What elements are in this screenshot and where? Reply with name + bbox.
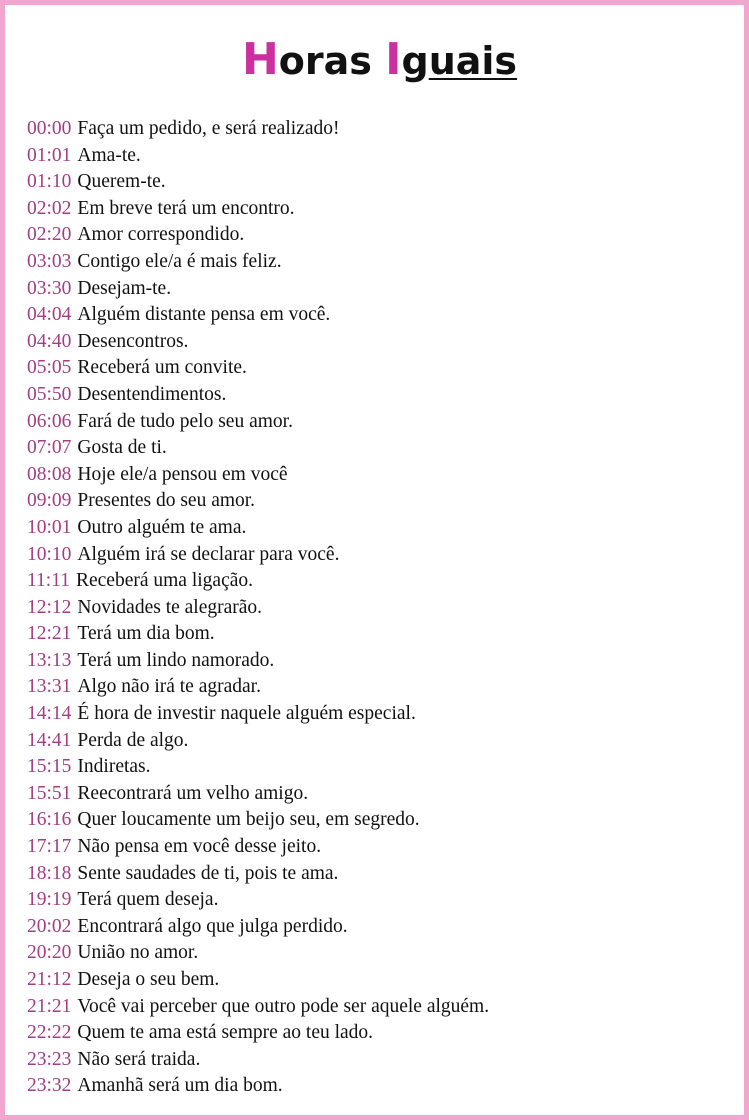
- list-item: [27, 222, 737, 249]
- entry-meaning: Perda de algo.: [77, 729, 189, 751]
- list-item: [27, 781, 737, 808]
- entry-time: 12:12: [27, 596, 72, 618]
- list-item: [27, 914, 737, 941]
- list-item: [27, 754, 737, 781]
- entry-meaning: Terá um dia bom.: [77, 623, 215, 645]
- list-item: [27, 807, 737, 834]
- entry-meaning: Alguém distante pensa em você.: [77, 304, 331, 326]
- entry-time: 20:02: [27, 915, 72, 937]
- entry-time: 09:09: [27, 490, 72, 512]
- entry-time: 18:18: [27, 862, 72, 884]
- entry-time: 02:02: [27, 197, 72, 219]
- entry-time: 14:14: [27, 703, 72, 725]
- entry-meaning: Desejam-te.: [77, 277, 172, 299]
- list-item: [27, 116, 737, 143]
- list-item: [27, 648, 737, 675]
- entry-meaning: Hoje ele/a pensou em você: [77, 463, 288, 485]
- list-item: [27, 382, 737, 409]
- entry-meaning: Receberá uma ligação.: [75, 570, 254, 592]
- list-item: [27, 861, 737, 888]
- list-item: [27, 1073, 737, 1100]
- list-item: [27, 834, 737, 861]
- list-item: [27, 409, 737, 436]
- entry-time: 05:05: [27, 357, 72, 379]
- entry-time: 17:17: [27, 836, 72, 858]
- entry-time: 10:10: [27, 543, 72, 565]
- entry-meaning: Terá quem deseja.: [77, 889, 219, 911]
- list-item: [27, 701, 737, 728]
- entry-meaning: Fará de tudo pelo seu amor.: [77, 410, 293, 432]
- list-item: [27, 568, 737, 595]
- entry-time: 08:08: [27, 463, 72, 485]
- entry-meaning: Encontrará algo que julga perdido.: [77, 915, 348, 937]
- entry-time: 16:16: [27, 809, 72, 831]
- list-item: [27, 1047, 737, 1074]
- list-item: [27, 488, 737, 515]
- entry-meaning: Amor correspondido.: [77, 224, 245, 246]
- entry-meaning: Alguém irá se declarar para você.: [77, 543, 340, 565]
- entry-meaning: Indiretas.: [77, 756, 151, 778]
- list-item: [27, 462, 737, 489]
- entry-meaning: Deseja o seu bem.: [77, 969, 220, 990]
- list-item: [27, 621, 737, 648]
- entry-time: 07:07: [27, 437, 72, 459]
- entry-meaning: Quer loucamente um beijo seu, em segredo.: [77, 809, 420, 831]
- entry-time: 06:06: [27, 410, 72, 432]
- entry-time: 19:19: [27, 889, 72, 911]
- title-word-iguais-g: g: [401, 39, 429, 83]
- list-item: [27, 355, 737, 382]
- entry-meaning: Sente saudades de ti, pois te ama.: [77, 862, 339, 884]
- title-word-horas-rest: oras: [278, 39, 372, 83]
- entry-time: 04:40: [27, 330, 72, 352]
- title-initial-h: H: [241, 34, 279, 85]
- list-item: [27, 196, 737, 223]
- entry-meaning: Receberá um convite.: [77, 357, 247, 379]
- entry-time: 01:01: [27, 144, 72, 166]
- entry-meaning: Querem-te.: [77, 171, 166, 193]
- list-item: [27, 967, 737, 994]
- entry-time: 04:04: [27, 304, 72, 326]
- entry-time: 21:12: [27, 969, 72, 990]
- entry-meaning: É hora de investir naquele alguém especial.: [77, 703, 416, 725]
- entry-time: 13:13: [27, 649, 72, 671]
- entry-meaning: Contigo ele/a é mais feliz.: [77, 250, 282, 272]
- list-item: [27, 728, 737, 755]
- list-item: [27, 940, 737, 967]
- list-item: [27, 302, 737, 329]
- list-item: [27, 994, 737, 1021]
- entry-meaning: Quem te ama está sempre ao teu lado.: [77, 1022, 374, 1044]
- title-initial-i: I: [385, 34, 402, 85]
- list-item: [27, 674, 737, 701]
- entry-time: 23:23: [27, 1048, 72, 1070]
- entry-meaning: União no amor.: [77, 942, 199, 964]
- entry-meaning: Não será traida.: [77, 1048, 201, 1070]
- entry-meaning: Desencontros.: [77, 330, 189, 352]
- entry-time: 01:10: [27, 171, 72, 193]
- entry-meaning: Novidades te alegrarão.: [77, 596, 263, 618]
- entry-meaning: Algo não irá te agradar.: [77, 676, 261, 698]
- entry-time: 00:00: [27, 118, 72, 139]
- entry-meaning: Em breve terá um encontro.: [77, 197, 295, 219]
- entry-time: 15:15: [27, 756, 72, 778]
- entry-time: 11:11: [27, 570, 70, 592]
- page-title: [5, 35, 749, 86]
- entry-meaning: Desentendimentos.: [77, 383, 227, 405]
- entry-time: 12:21: [27, 623, 72, 645]
- entry-meaning: Outro alguém te ama.: [77, 516, 247, 538]
- list-item: [27, 276, 737, 303]
- entry-meaning: Amanhã será um dia bom.: [77, 1075, 283, 1097]
- entry-time: 20:20: [27, 942, 72, 964]
- time-meanings-list: [27, 116, 737, 1100]
- entry-time: 02:20: [27, 224, 72, 246]
- entry-meaning: Você vai perceber que outro pode ser aquele alguém.: [77, 995, 490, 1017]
- list-item: [27, 169, 737, 196]
- title-word-iguais-rest: uais: [428, 39, 518, 83]
- entry-time: 21:21: [27, 995, 72, 1017]
- entry-meaning: Faça um pedido, e será realizado!: [77, 118, 340, 139]
- entry-meaning: Ama-te.: [77, 144, 141, 166]
- entry-meaning: Presentes do seu amor.: [77, 490, 256, 512]
- entry-meaning: Reecontrará um velho amigo.: [77, 782, 309, 804]
- list-item: [27, 329, 737, 356]
- entry-time: 05:50: [27, 383, 72, 405]
- list-item: [27, 1020, 737, 1047]
- entry-time: 14:41: [27, 729, 72, 751]
- entry-time: 22:22: [27, 1022, 72, 1044]
- entry-time: 13:31: [27, 676, 72, 698]
- entry-time: 03:30: [27, 277, 72, 299]
- entry-meaning: Terá um lindo namorado.: [77, 649, 275, 671]
- list-item: [27, 595, 737, 622]
- entry-time: 10:01: [27, 516, 72, 538]
- entry-meaning: Não pensa em você desse jeito.: [77, 836, 322, 858]
- list-item: [27, 249, 737, 276]
- list-item: [27, 542, 737, 569]
- list-item: [27, 435, 737, 462]
- entry-meaning: Gosta de ti.: [77, 437, 167, 459]
- list-item: [27, 887, 737, 914]
- entry-time: 15:51: [27, 782, 72, 804]
- list-item: [27, 515, 737, 542]
- entry-time: 23:32: [27, 1075, 72, 1097]
- entry-time: 03:03: [27, 250, 72, 272]
- list-item: [27, 143, 737, 170]
